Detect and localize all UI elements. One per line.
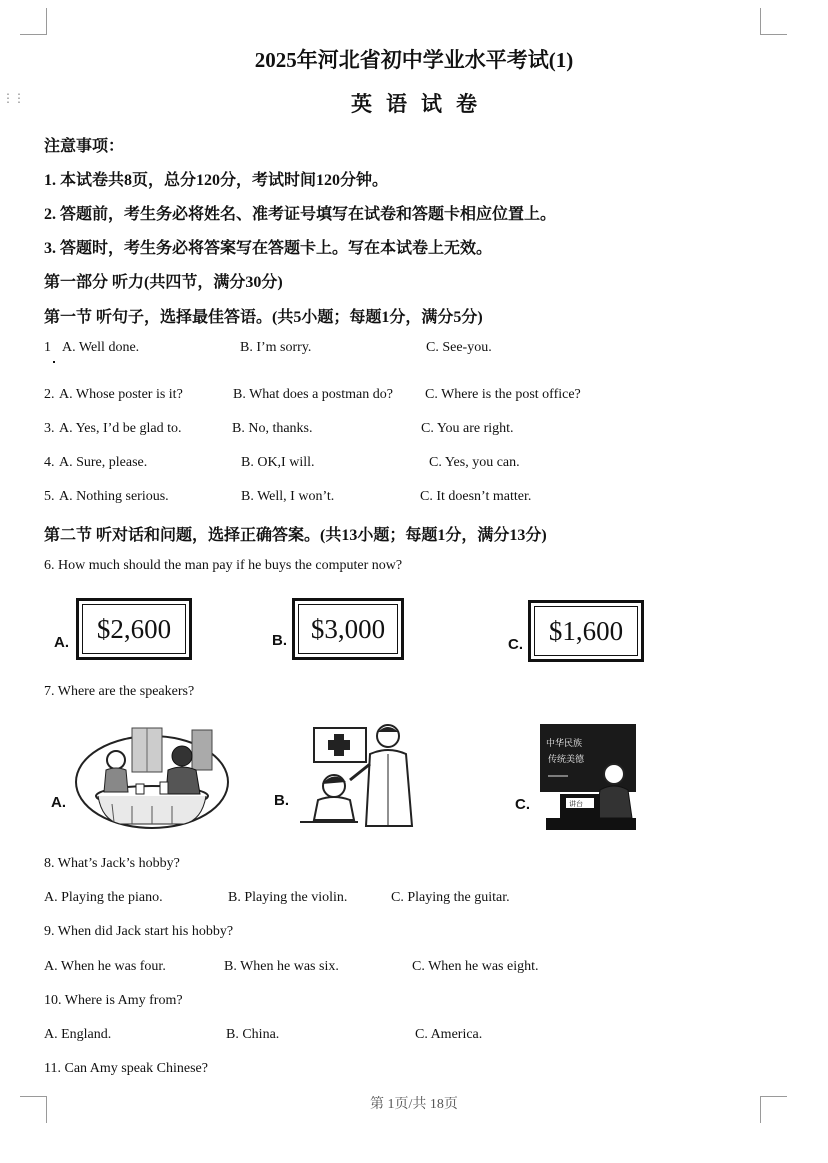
option-c: C. You are right. [421,421,514,436]
price-tag-image: $3,000 [292,598,404,660]
question-number: 4. [44,455,55,470]
question-number: 2. [44,387,55,402]
picture-option-label: A. [54,634,69,651]
restaurant-picture [72,720,232,832]
picture-option-label: C. [508,636,523,653]
option-b: B. I’m sorry. [240,340,312,355]
picture-option-label: B. [274,792,289,809]
option-c: C. Yes, you can. [429,455,520,470]
question-number: 3. [44,421,55,436]
crop-mark-top-left [20,8,47,35]
option-b: B. When he was six. [224,959,339,974]
option-c: C. Playing the guitar. [391,890,510,905]
option-b: B. Well, I won’t. [241,489,335,504]
question-8-text: 8. What’s Jack’s hobby? [44,856,180,871]
option-c: C. When he was eight. [412,959,539,974]
option-a: A. Nothing serious. [59,489,169,504]
notice-heading: 注意事项： [44,138,125,155]
svg-text:讲台: 讲台 [569,800,583,808]
exam-title: 2025年河北省初中学业水平考试(1) [254,48,574,72]
option-b: B. Playing the violin. [228,890,348,905]
notice-item-2: 2. 答题前，考生务必将姓名、准考证号填写在试卷和答题卡相应位置上。 [44,206,557,223]
option-a: A. Yes, I’d be glad to. [59,421,182,436]
option-c: C. Where is the post office? [425,387,581,402]
option-b: B. China. [226,1027,280,1042]
hospital-picture [296,720,426,830]
option-b: B. OK,I will. [241,455,315,470]
option-a: A. When he was four. [44,959,166,974]
option-c: C. America. [415,1027,483,1042]
section2-heading: 第二节 听对话和问题，选择正确答案。(共13小题；每题1分，满分13分) [44,527,547,544]
option-a: A. England. [44,1027,112,1042]
svg-text:中华民族: 中华民族 [546,739,583,749]
option-c: C. It doesn’t matter. [420,489,532,504]
picture-option-label: C. [515,796,530,813]
question-10-text: 10. Where is Amy from? [44,993,183,1008]
picture-option-label: B. [272,632,287,649]
page-number: 第 1页/共 18页 [370,1097,458,1112]
part1-heading: 第一部分 听力(共四节，满分30分) [44,274,283,291]
exam-subtitle: 英语试卷 [351,92,491,116]
option-b: B. No, thanks. [232,421,313,436]
question-7-text: 7. Where are the speakers? [44,684,195,699]
notice-item-1: 1. 本试卷共8页，总分120分，考试时间120分钟。 [44,172,389,189]
picture-option-label: A. [51,794,66,811]
drag-handle-icon[interactable]: ⋮⋮ [2,91,24,105]
section1-heading: 第一节 听句子，选择最佳答语。(共5小题；每题1分，满分5分) [44,309,483,326]
question-number: 1 [44,340,51,355]
question-11-text: 11. Can Amy speak Chinese? [44,1061,208,1076]
question-6-text: 6. How much should the man pay if he buys the computer now? [44,558,403,573]
stray-dot [53,361,55,363]
question-9-text: 9. When did Jack start his hobby? [44,924,234,939]
option-a: A. Sure, please. [59,455,148,470]
crop-mark-top-right [760,8,787,35]
notice-item-3: 3. 答题时，考生务必将答案写在答题卡上。写在本试卷上无效。 [44,240,493,257]
option-a: A. Playing the piano. [44,890,163,905]
option-c: C. See-you. [426,340,492,355]
classroom-picture [538,722,642,832]
price-tag-image: $1,600 [528,600,644,662]
option-a: A. Well done. [62,340,140,355]
option-b: B. What does a postman do? [233,387,393,402]
option-a: A. Whose poster is it? [59,387,183,402]
question-number: 5. [44,489,55,504]
price-tag-image: $2,600 [76,598,192,660]
svg-text:传统美德: 传统美德 [548,755,585,765]
